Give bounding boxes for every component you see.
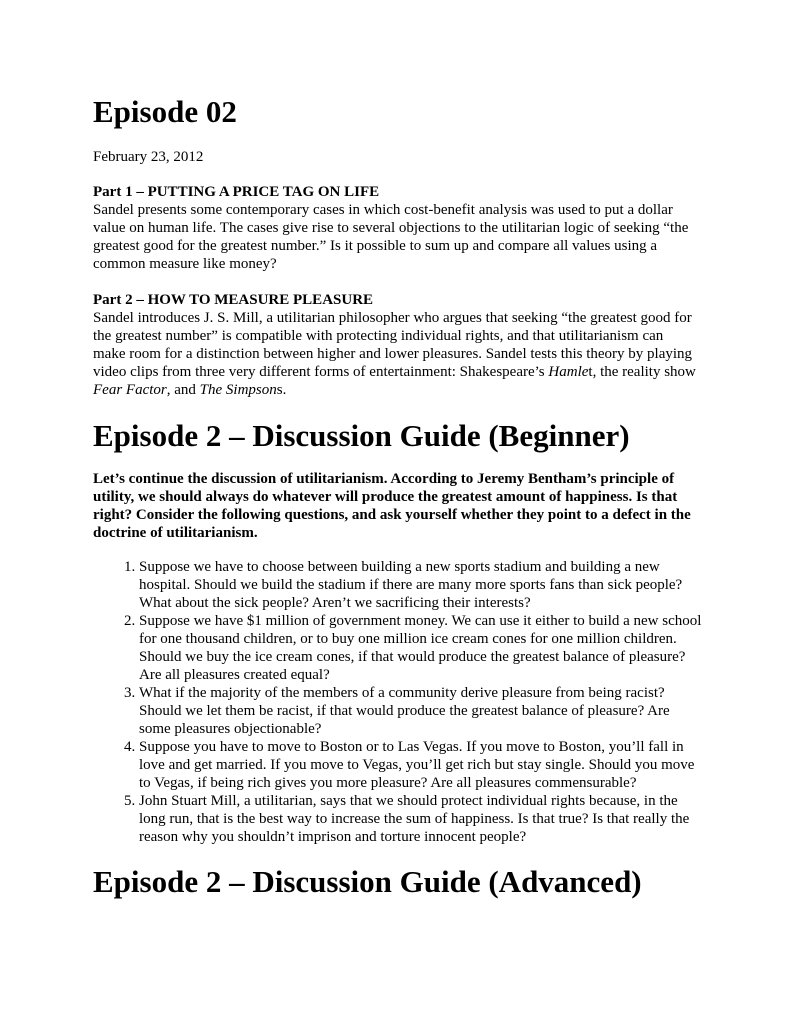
beginner-guide-intro: Let’s continue the discussion of utilitarianism. According to Jeremy Bentham’s principle of utility, we should always do whatever will produce the greatest amount of happiness. Is that right? Consider the following questions, and ask yourself whether they point to a defect in the doctrine of utilitarianism. bbox=[93, 471, 691, 541]
part-2-text-c: , and bbox=[166, 382, 200, 398]
episode-title: Episode 02 bbox=[93, 94, 237, 129]
part-2-text bbox=[93, 309, 699, 399]
question-item: 5. John Stuart Mill, a utilitarian, says that we should protect individual rights because, in the long run, that is the best way to increase the sum of happiness. Is that true? Is that really the reason why you shouldn’t imprison and torture innocent people? bbox=[139, 792, 704, 846]
part-2-text-a: Sandel introduces J. S. Mill, a utilitarian philosopher who argues that seeking “the greatest good for the greatest number” is compatible with protecting individual rights, and that utilitarianism can make room for a distinction between higher and lower pleasures. Sandel tests this theory by playing video clips from three very different forms of entertainment: Shakespeare’s bbox=[93, 310, 693, 380]
part-2-section bbox=[93, 291, 699, 399]
question-item: 3. What if the majority of the members of a community derive pleasure from being racist? Should we let them be racist, if that would produce the greatest balance of pleasure? Are some pleasures objectionable? bbox=[139, 684, 704, 738]
beginner-question-list bbox=[93, 558, 704, 846]
part-1-section bbox=[93, 183, 699, 273]
beginner-guide-title: Episode 2 – Discussion Guide (Beginner) bbox=[93, 418, 630, 453]
episode-date: February 23, 2012 bbox=[93, 149, 204, 165]
question-item: 1. Suppose we have to choose between building a new sports stadium and building a new hospital. Should we build the stadium if there are many more sports fans than sick people? What about the sick people? Aren’t we sacrificing their interests? bbox=[139, 558, 704, 612]
part-2-italic-simpsons: The Simpson bbox=[199, 382, 277, 398]
question-item: 2. Suppose we have $1 million of government money. We can use it either to build a new school for one thousand children, or to buy one million ice cream cones for one million children. Should we buy the ice cream cones, if that would produce the greatest balance of pleasure? Are all pleasures created equal? bbox=[139, 612, 704, 684]
part-1-text: Sandel presents some contemporary cases in which cost-benefit analysis was used to put a dollar value on human life. The cases give rise to several objections to the utilitarian logic of seeking “the greatest good for the greatest number.” Is it possible to sum up and compare all values using a common measure like money? bbox=[93, 202, 689, 272]
advanced-guide-title: Episode 2 – Discussion Guide (Advanced) bbox=[93, 864, 642, 899]
question-item: 4. Suppose you have to move to Boston or to Las Vegas. If you move to Boston, you’ll fall in love and get married. If you move to Vegas, you’ll get rich but stay single. Should you move to Vegas, if being rich gives you more pleasure? Are all pleasures commensurable? bbox=[139, 738, 704, 792]
part-2-italic-fear-factor: Fear Factor bbox=[93, 382, 167, 398]
part-2-text-d: s. bbox=[276, 382, 287, 398]
part-1-title: Part 1 – PUTTING A PRICE TAG ON LIFE bbox=[93, 184, 380, 200]
part-2-italic-hamlet: Hamle bbox=[548, 364, 589, 380]
part-2-title: Part 2 – HOW TO MEASURE PLEASURE bbox=[93, 292, 374, 308]
part-2-text-b: t, the reality show bbox=[588, 364, 696, 380]
